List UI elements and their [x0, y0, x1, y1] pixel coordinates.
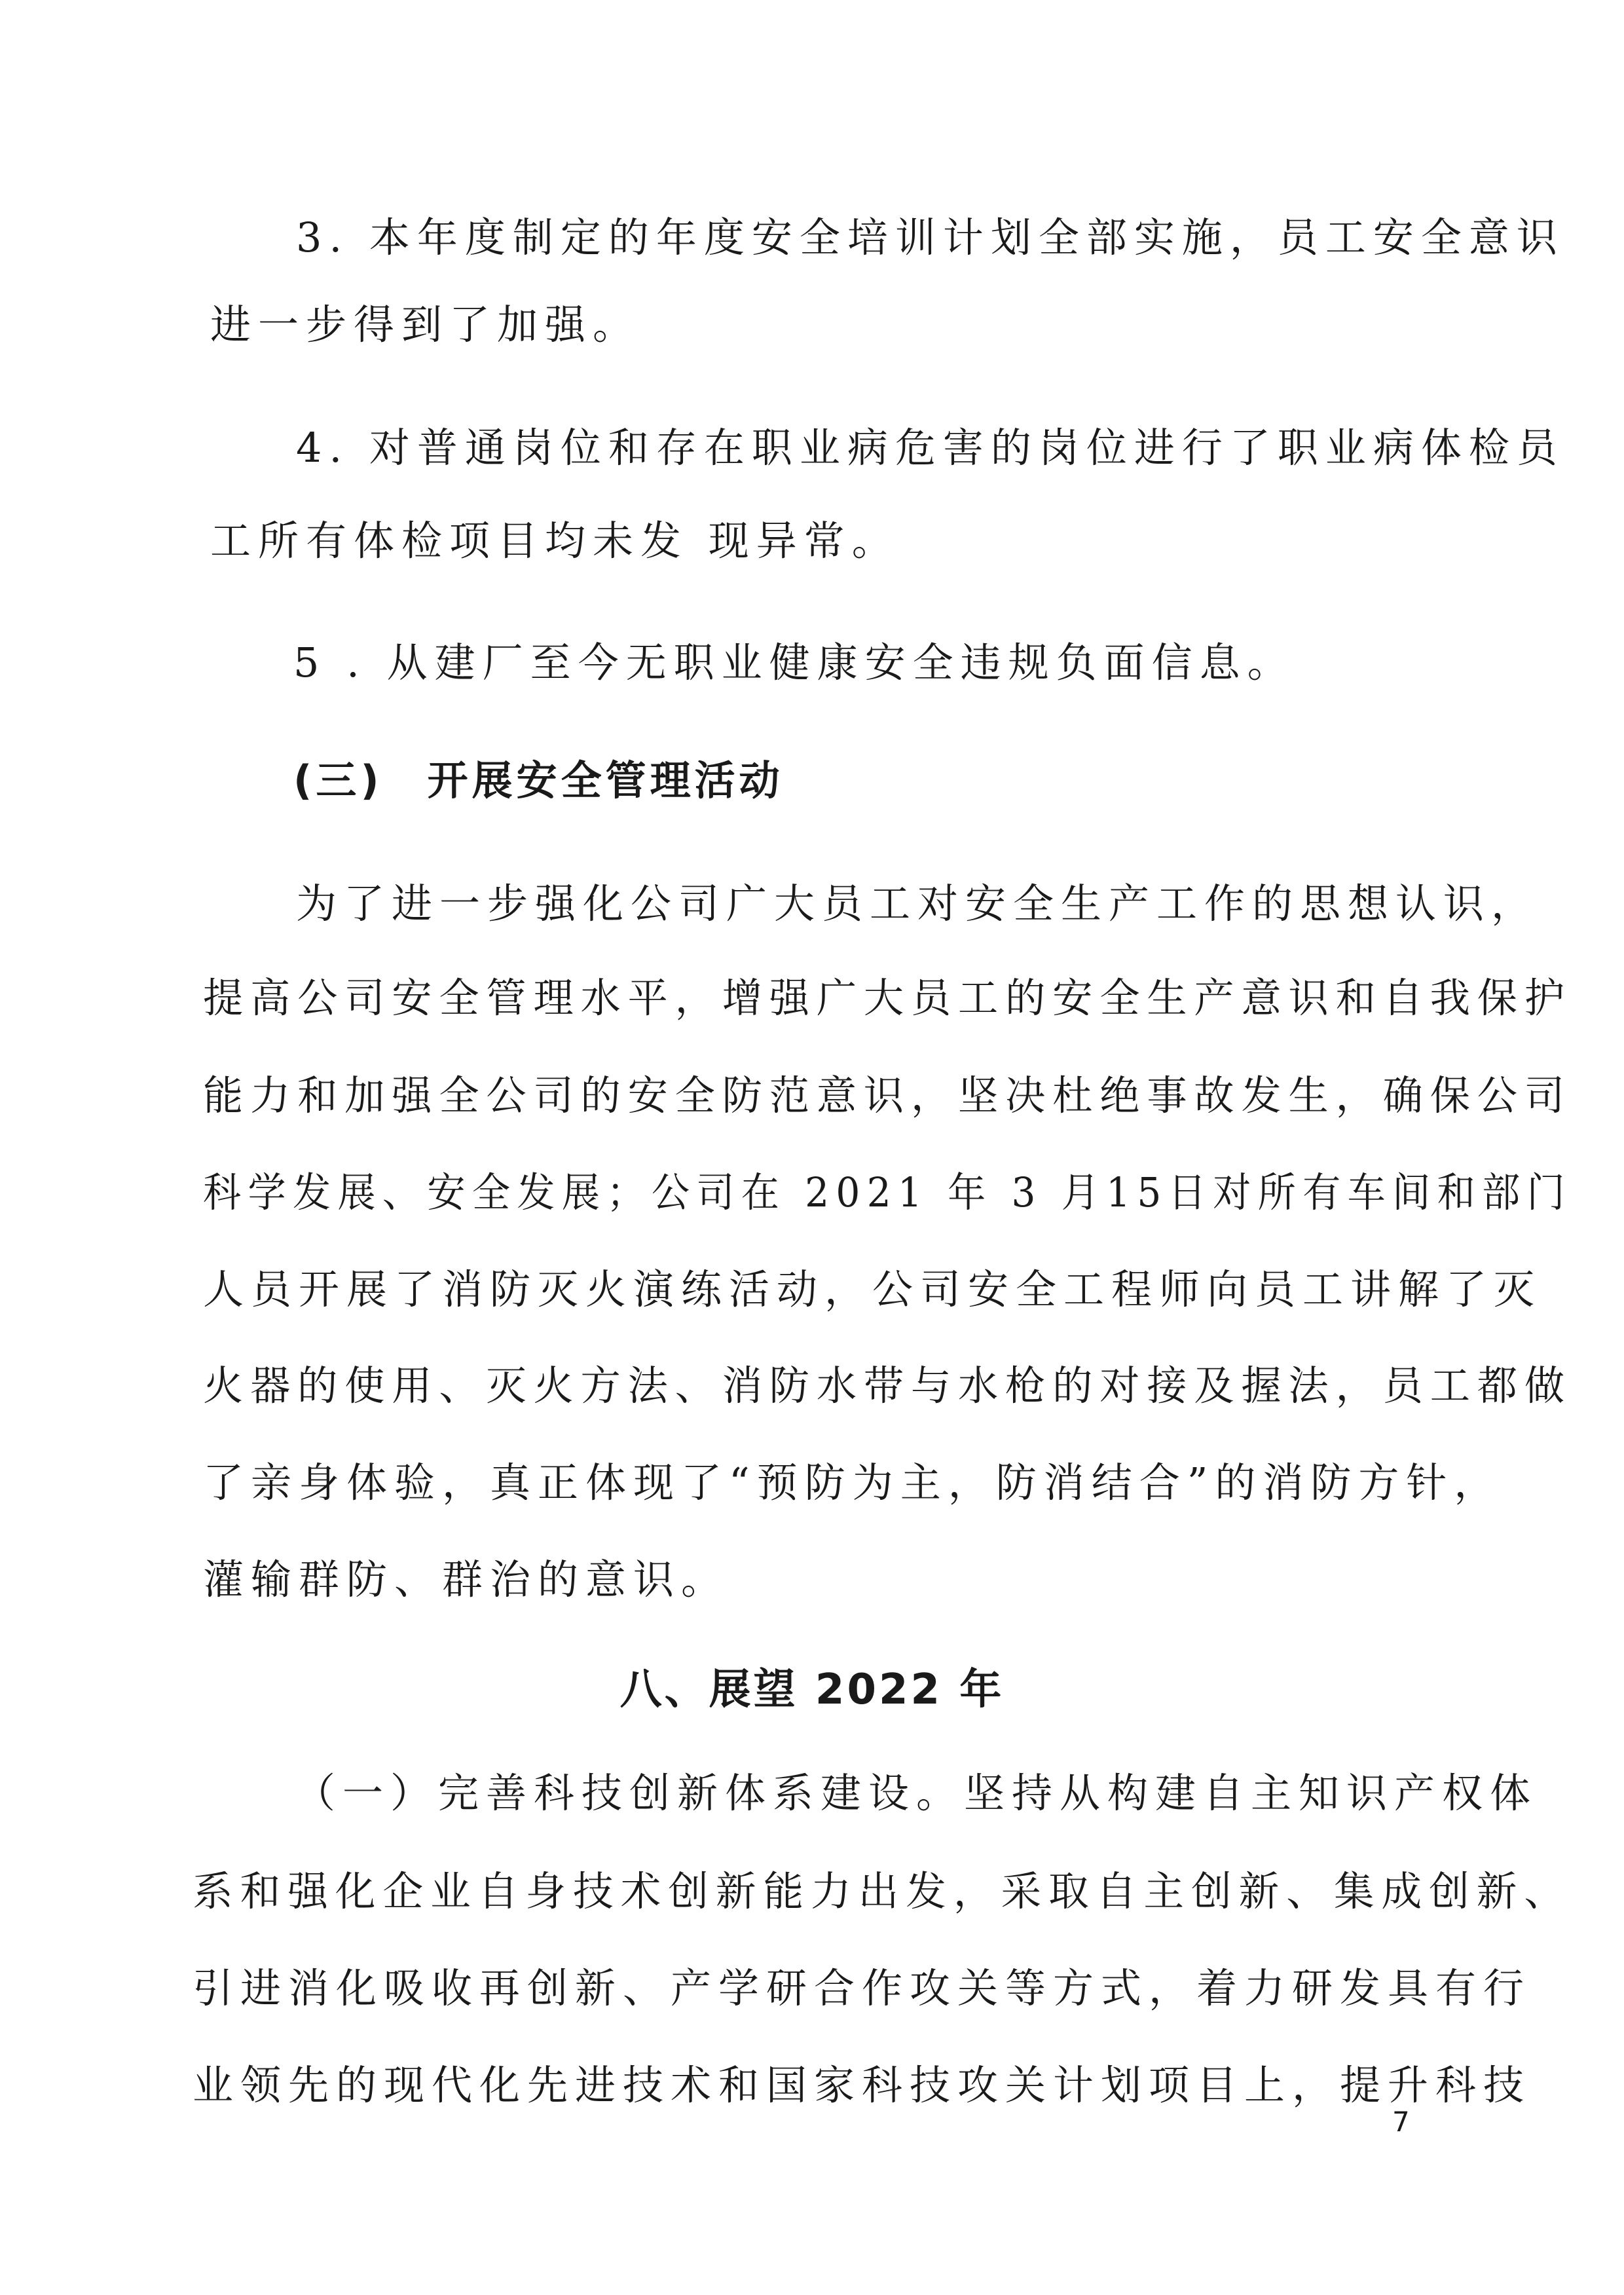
innovation-line4: 业领先的现代化先进技术和国家科技攻关计划项目上，提升科技: [193, 2061, 1532, 2109]
activity-line4: 科学发展、安全发展；公司在 2021 年 3 月15日对所有车间和部门: [203, 1168, 1572, 1216]
innovation-line2: 系和强化企业自身技术创新能力出发，采取自主创新、集成创新、: [193, 1867, 1572, 1915]
innovation-line3: 引进消化吸收再创新、产学研合作攻关等方式，着力研发具有行: [193, 1964, 1532, 2012]
page-number: 7: [1392, 2106, 1410, 2138]
activity-line5: 人员开展了消防灭火演练活动，公司安全工程师向员工讲解了灭: [203, 1265, 1542, 1313]
innovation-line1: （一）完善科技创新体系建设。坚持从构建自主知识产权体: [295, 1769, 1538, 1817]
activity-line6: 火器的使用、灭火方法、消防水带与水枪的对接及握法，员工都做: [203, 1362, 1572, 1409]
activity-line7: 了亲身体验，真正体现了“预防为主，防消结合”的消防方针，: [203, 1459, 1502, 1506]
section3-heading: (三) 开展安全管理活动: [293, 756, 784, 804]
item5-line: 5 . 从建厂至今无职业健康安全违规负面信息。: [293, 639, 1295, 686]
activity-line8: 灌输群防、群治的意识。: [203, 1556, 729, 1603]
activity-line1: 为了进一步强化公司广大员工对安全生产工作的思想认识，: [296, 880, 1540, 927]
item4-line1: 4. 对普通岗位和存在职业病危害的岗位进行了职业病体检员: [296, 424, 1564, 472]
chapter8-heading: 八、展望 2022 年: [619, 1666, 1005, 1714]
activity-line3: 能力和加强全公司的安全防范意识，坚决杜绝事故发生，确保公司: [203, 1072, 1572, 1119]
item3-line2: 进一步得到了加强。: [210, 301, 641, 348]
item4-line2: 工所有体检项目均未发 现异常。: [210, 517, 900, 565]
item3-line1: 3. 本年度制定的年度安全培训计划全部实施，员工安全意识: [296, 214, 1564, 261]
activity-line2: 提高公司安全管理水平，增强广大员工的安全生产意识和自我保护: [203, 974, 1572, 1022]
